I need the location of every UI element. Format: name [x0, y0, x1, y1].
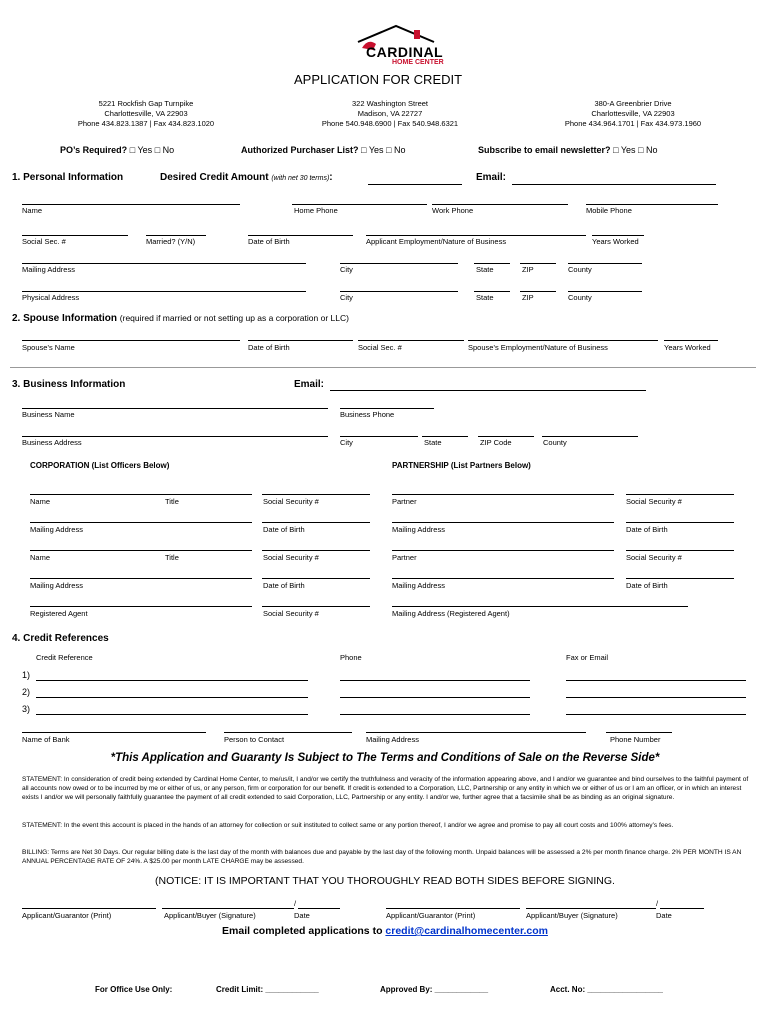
reference-2-field[interactable]: [36, 697, 308, 698]
physical-city-field[interactable]: [340, 291, 458, 292]
account-number-field[interactable]: Acct. No: _________________: [550, 985, 663, 994]
reference-1-field[interactable]: [36, 680, 308, 681]
date-field-2[interactable]: [660, 908, 704, 909]
spouse-dob-field[interactable]: [248, 340, 353, 341]
partner-2-dob-label: Date of Birth: [626, 581, 668, 590]
spouse-years-label: Years Worked: [664, 343, 711, 352]
partner-2-dob-field[interactable]: [626, 578, 734, 579]
spouse-ssn-field[interactable]: [358, 340, 464, 341]
business-county-field[interactable]: [542, 436, 638, 437]
married-label: Married? (Y/N): [146, 237, 196, 246]
date-label-1: Date: [294, 911, 310, 920]
officer-1-title-label: Title: [165, 497, 179, 506]
location-1: [66, 99, 226, 129]
business-email-label: Email:: [294, 379, 325, 390]
credit-amount-note: (with net 30 terms): [271, 175, 330, 182]
business-city-field[interactable]: [340, 436, 418, 437]
mobile-phone-label: Mobile Phone: [586, 206, 632, 215]
home-phone-field[interactable]: [292, 204, 427, 205]
partner-1-ssn-label: Social Security #: [626, 497, 682, 506]
partner-1-mail-field[interactable]: [392, 522, 614, 523]
ssn-label: Social Sec. #: [22, 237, 66, 246]
bank-mail-field[interactable]: [366, 732, 586, 733]
officer-1-name-label: Name: [30, 497, 51, 506]
location-2-city: Madison, VA 22727: [357, 109, 423, 118]
po-yes-label: Yes: [137, 145, 153, 155]
business-state-field[interactable]: [422, 436, 468, 437]
work-phone-field[interactable]: [432, 204, 568, 205]
business-zip-field[interactable]: [478, 436, 534, 437]
guarantor-print-label-1: Applicant/Guarantor (Print): [22, 911, 112, 920]
location-3-phone: Phone 434.964.1701 | Fax 434.973.1960: [564, 119, 702, 128]
reference-phone-label: Phone: [340, 653, 362, 662]
po-required-question: [60, 145, 174, 155]
news-label: Subscribe to email newsletter?: [478, 145, 611, 155]
partnership-header: PARTNERSHIP (List Partners Below): [392, 461, 531, 470]
officer-1-dob-field[interactable]: [262, 522, 370, 523]
newsletter-question: [478, 145, 658, 155]
business-state-label: State: [424, 438, 442, 447]
partner-2-mail-field[interactable]: [392, 578, 614, 579]
reference-1-phone-field[interactable]: [340, 680, 530, 681]
officer-2-ssn-label: Social Security #: [263, 553, 319, 562]
reference-3-fax-field[interactable]: [566, 714, 746, 715]
business-name-label: Business Name: [22, 410, 75, 419]
business-email-field[interactable]: [330, 390, 646, 391]
employment-label: Applicant Employment/Nature of Business: [366, 237, 507, 246]
physical-address-field[interactable]: [22, 291, 306, 292]
spouse-ssn-label: Social Sec. #: [358, 343, 402, 352]
references-section-header: 4. Credit References: [12, 633, 109, 644]
buyer-signature-field-1[interactable]: [162, 908, 294, 909]
officer-2-mail-field[interactable]: [30, 578, 252, 579]
partner-2-label: Partner: [392, 553, 417, 562]
partner-2-ssn-label: Social Security #: [626, 553, 682, 562]
reference-3-field[interactable]: [36, 714, 308, 715]
credit-reference-label: Credit Reference: [36, 653, 93, 662]
mailing-county-label: County: [568, 265, 592, 274]
agent-ssn-label: Social Security #: [263, 609, 319, 618]
business-address-label: Business Address: [22, 438, 82, 447]
officer-1-ssn-field[interactable]: [262, 494, 370, 495]
physical-county-label: County: [568, 293, 592, 302]
mailing-county-field[interactable]: [568, 263, 642, 264]
billing-terms: BILLING: Terms are Net 30 Days. Our regular billing date is the last day of the month with balances due and payable by the last day of the following month. Unpaid balances will be assessed a 2% per month finance charge. 2% PER MONTH IS AN ANNUAL PERCENTAGE RATE OF 24%. A $25.00 per month LATE CHARGE may be assessed.: [22, 849, 742, 865]
officer-1-ssn-label: Social Security #: [263, 497, 319, 506]
years-worked-label: Years Worked: [592, 237, 639, 246]
location-1-city: Charlottesville, VA 22903: [104, 109, 188, 118]
news-no-checkbox[interactable]: □: [638, 145, 644, 155]
mobile-phone-field[interactable]: [586, 204, 718, 205]
credit-amount-label: Desired Credit Amount (with net 30 terms):: [160, 172, 333, 183]
business-name-field[interactable]: [22, 408, 328, 409]
officer-1-name-field[interactable]: [30, 494, 252, 495]
guarantor-print-label-2: Applicant/Guarantor (Print): [386, 911, 476, 920]
employment-field[interactable]: [366, 235, 586, 236]
credit-email-link[interactable]: credit@cardinalhomecenter.com: [385, 925, 548, 937]
bank-mail-label: Mailing Address: [366, 735, 419, 744]
dob-field[interactable]: [248, 235, 353, 236]
location-2-phone: Phone 540.948.6900 | Fax 540.948.6321: [321, 119, 459, 128]
date-field-1[interactable]: [298, 908, 340, 909]
spouse-section-header: [12, 313, 349, 324]
statement-attorney: STATEMENT: In the event this account is placed in the hands of an attorney for collection or suit instituted to collect same or any portion thereof, I and/or we agree and promise to pay all court costs and 100% attorney’s fees.: [22, 822, 674, 829]
office-use-label: For Office Use Only:: [95, 985, 173, 994]
partner-2-field[interactable]: [392, 550, 614, 551]
business-city-label: City: [340, 438, 353, 447]
po-yes-checkbox[interactable]: □: [129, 145, 136, 155]
partner-2-ssn-field[interactable]: [626, 550, 734, 551]
business-section-header: 3. Business Information: [12, 379, 126, 390]
business-county-label: County: [543, 438, 567, 447]
bank-phone-label: Phone Number: [610, 735, 661, 744]
work-phone-label: Work Phone: [432, 206, 474, 215]
partner-1-ssn-field[interactable]: [626, 494, 734, 495]
corporation-header: CORPORATION (List Officers Below): [30, 461, 170, 470]
page-title: APPLICATION FOR CREDIT: [294, 72, 463, 87]
reference-fax-label: Fax or Email: [566, 653, 609, 662]
personal-email-label: Email:: [476, 172, 507, 183]
po-no-checkbox[interactable]: □: [154, 145, 161, 155]
logo-subtitle: HOME CENTER: [392, 59, 444, 66]
bank-contact-field[interactable]: [224, 732, 352, 733]
reference-2-number: 2): [22, 687, 31, 697]
spouse-name-field[interactable]: [22, 340, 240, 341]
ssn-field[interactable]: [22, 235, 128, 236]
physical-address-label: Physical Address: [22, 293, 80, 302]
date-slash-2: /: [656, 899, 659, 908]
partner-1-field[interactable]: [392, 494, 614, 495]
terms-notice: *This Application and Guaranty Is Subject to The Terms and Conditions of Sale on the Reverse Side*: [110, 752, 660, 764]
married-field[interactable]: [146, 235, 206, 236]
mailing-zip-label: ZIP: [522, 265, 534, 274]
auth-label: Authorized Purchaser List?: [241, 145, 359, 155]
mailing-state-field[interactable]: [474, 263, 510, 264]
officer-2-dob-label: Date of Birth: [263, 581, 305, 590]
partner-2-mail-label: Mailing Address: [392, 581, 445, 590]
approved-by-field[interactable]: Approved By: ____________: [380, 985, 489, 994]
personal-email-field[interactable]: [512, 184, 716, 185]
mailing-city-field[interactable]: [340, 263, 458, 264]
credit-amount-text: Desired Credit Amount: [160, 172, 269, 183]
date-label-2: Date: [656, 911, 672, 920]
location-2: [305, 99, 475, 129]
buyer-signature-label-2: Applicant/Buyer (Signature): [526, 911, 618, 920]
mailing-address-label: Mailing Address: [22, 265, 75, 274]
reference-2-phone-field[interactable]: [340, 697, 530, 698]
spouse-name-label: Spouse’s Name: [22, 343, 75, 352]
bank-name-label: Name of Bank: [22, 735, 70, 744]
credit-amount-field[interactable]: [368, 184, 462, 185]
dob-label: Date of Birth: [248, 237, 290, 246]
physical-zip-field[interactable]: [520, 291, 556, 292]
registered-agent-field[interactable]: [30, 606, 252, 607]
email-instructions: [0, 925, 770, 937]
section-divider: [10, 367, 756, 368]
mailing-city-label: City: [340, 265, 353, 274]
registered-agent-label: Registered Agent: [30, 609, 88, 618]
auth-no-checkbox[interactable]: □: [386, 145, 392, 155]
bank-name-field[interactable]: [22, 732, 206, 733]
agent-mail-field[interactable]: [392, 606, 688, 607]
officer-2-name-field[interactable]: [30, 550, 252, 551]
partner-1-label: Partner: [392, 497, 417, 506]
reference-3-number: 3): [22, 704, 31, 714]
reference-2-fax-field[interactable]: [566, 697, 746, 698]
personal-section-header: 1. Personal Information: [12, 172, 124, 183]
years-worked-field[interactable]: [592, 235, 644, 236]
signing-notice: (NOTICE: IT IS IMPORTANT THAT YOU THOROUGHLY READ BOTH SIDES BEFORE SIGNING.: [155, 875, 615, 887]
spouse-employment-label: Spouse’s Employment/Nature of Business: [468, 343, 608, 352]
location-3-city: Charlottesville, VA 22903: [591, 109, 675, 118]
reference-3-phone-field[interactable]: [340, 714, 530, 715]
name-label: Name: [22, 206, 43, 215]
spouse-dob-label: Date of Birth: [248, 343, 290, 352]
agent-ssn-field[interactable]: [262, 606, 370, 607]
officer-2-dob-field[interactable]: [262, 578, 370, 579]
mailing-state-label: State: [476, 265, 494, 274]
bank-phone-field[interactable]: [606, 732, 672, 733]
physical-county-field[interactable]: [568, 291, 642, 292]
bank-contact-label: Person to Contact: [224, 735, 285, 744]
auth-yes-label: Yes: [368, 145, 384, 155]
physical-city-label: City: [340, 293, 353, 302]
officer-2-title-label: Title: [165, 553, 179, 562]
officer-1-mail-field[interactable]: [30, 522, 252, 523]
news-yes-label: Yes: [620, 145, 636, 155]
credit-limit-field[interactable]: Credit Limit: ____________: [216, 985, 319, 994]
officer-1-mail-label: Mailing Address: [30, 525, 83, 534]
reference-1-fax-field[interactable]: [566, 680, 746, 681]
mailing-address-field[interactable]: [22, 263, 306, 264]
spouse-header-note: (required if married or not setting up as a corporation or LLC): [119, 313, 349, 323]
guarantor-print-field-1[interactable]: [22, 908, 156, 909]
officer-2-ssn-field[interactable]: [262, 550, 370, 551]
partner-1-mail-label: Mailing Address: [392, 525, 445, 534]
location-2-street: 322 Washington Street: [351, 99, 429, 108]
physical-zip-label: ZIP: [522, 293, 534, 302]
po-no-label: No: [162, 145, 175, 155]
name-field[interactable]: [22, 204, 240, 205]
business-zip-label: ZIP Code: [480, 438, 512, 447]
date-slash-1: /: [294, 899, 297, 908]
spouse-header-text: 2. Spouse Information: [12, 313, 118, 324]
news-yes-checkbox[interactable]: □: [613, 145, 619, 155]
statement-guaranty: STATEMENT: In consideration of credit being extended by Cardinal Home Center, to me/us/it, I and/or we certify the truthfulness and veracity of the information appearing above, and I and/or we guarantee and bind ourselves to the faithful payment of all accounts now owed or to be incurred by me or either of us, or any person, firm or corporation for our benefit. If credit is extended to a Corporation, LLC, Partnership or any entity in which we or either of us or I am an officer, or in which an interest exists I and/or we will personally faithfully guarantee the payment of all credit extended to said Corporation, LLC, Partnership or any entity. I and/or we, further agree that a facsimile shall be as binding as an original signature.: [22, 776, 749, 801]
partner-1-dob-field[interactable]: [626, 522, 734, 523]
physical-state-field[interactable]: [474, 291, 510, 292]
business-address-field[interactable]: [22, 436, 328, 437]
company-logo: [354, 24, 444, 66]
spouse-years-field[interactable]: [664, 340, 718, 341]
agent-mail-label: Mailing Address (Registered Agent): [392, 609, 510, 618]
business-phone-label: Business Phone: [340, 410, 395, 419]
logo-name: CARDINAL: [366, 44, 444, 60]
business-phone-field[interactable]: [340, 408, 434, 409]
buyer-signature-field-2[interactable]: [526, 908, 656, 909]
officer-1-dob-label: Date of Birth: [263, 525, 305, 534]
mailing-zip-field[interactable]: [520, 263, 556, 264]
location-1-phone: Phone 434.823.1387 | Fax 434.823.1020: [77, 119, 215, 128]
location-1-street: 5221 Rockfish Gap Turnpike: [98, 99, 194, 108]
location-3-street: 380-A Greenbrier Drive: [594, 99, 672, 108]
officer-2-name-label: Name: [30, 553, 51, 562]
home-phone-label: Home Phone: [294, 206, 338, 215]
authorized-purchaser-question: [241, 145, 406, 155]
buyer-signature-label-1: Applicant/Buyer (Signature): [164, 911, 256, 920]
guarantor-print-field-2[interactable]: [386, 908, 520, 909]
location-3: [548, 99, 718, 129]
reference-1-number: 1): [22, 670, 31, 680]
partner-1-dob-label: Date of Birth: [626, 525, 668, 534]
spouse-employment-field[interactable]: [468, 340, 658, 341]
news-no-label: No: [646, 145, 658, 155]
email-instructions-text: Email completed applications to: [222, 925, 386, 937]
physical-state-label: State: [476, 293, 494, 302]
auth-no-label: No: [393, 145, 406, 155]
auth-yes-checkbox[interactable]: □: [361, 145, 367, 155]
po-required-label: PO’s Required?: [60, 145, 128, 155]
officer-2-mail-label: Mailing Address: [30, 581, 83, 590]
